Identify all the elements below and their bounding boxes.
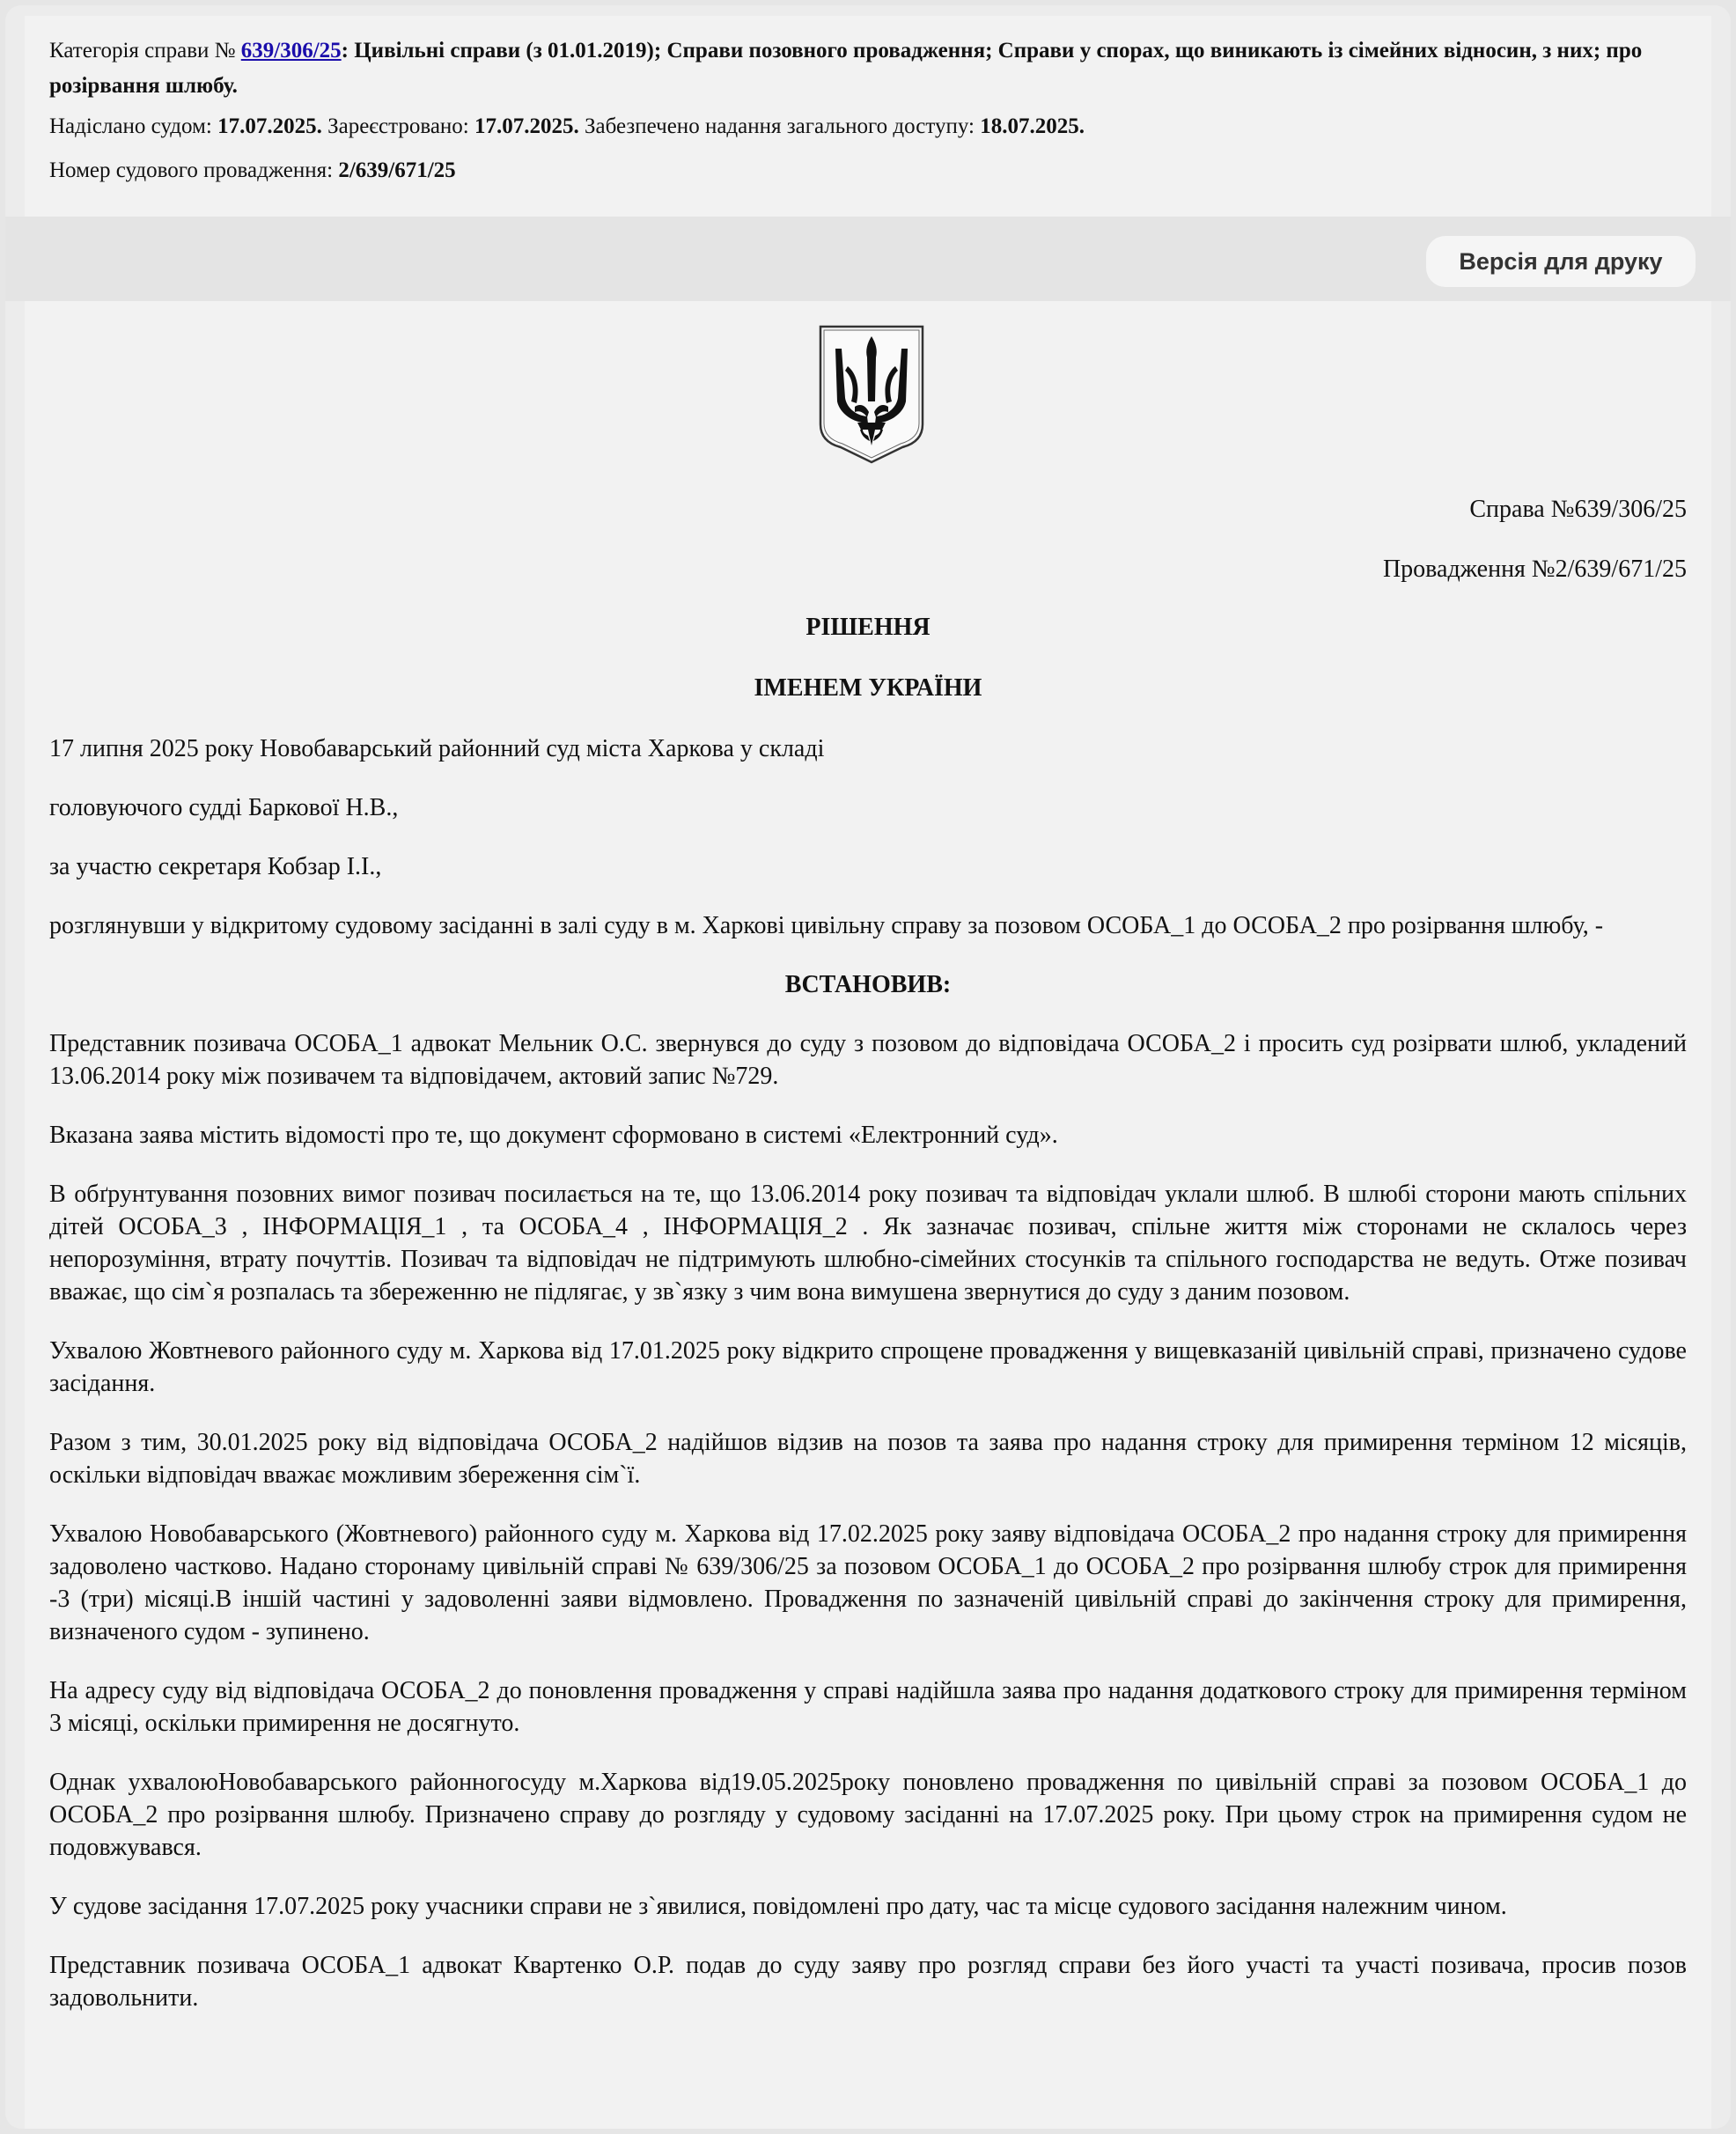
sent-label: Надіслано судом: bbox=[49, 114, 218, 138]
decision-paragraph: У судове засідання 17.07.2025 року учасники справи не з`явилися, повідомлені про дату, час та місце судового засідання належним чином. bbox=[49, 1893, 1507, 1920]
sent-date: 17.07.2025. bbox=[217, 114, 322, 138]
ukraine-trident-emblem-icon bbox=[818, 324, 925, 465]
decision-paragraph: Ухвалою Новобаварського (Жовтневого) районного суду м. Харкова від 17.02.2025 року заяву відповідача ОСОБА_2 про надання строку для примирення задоволено частково. Надано сторонаму цивільній справі № 639/306/25 за позовом ОСОБА_1 до ОСОБА_2 про розірвання шлюбу строк для примирення -3 (три) місяці.В іншій частині у задоволенні заяви відмовлено. Провадження по зазначеній цивільній справі до закінчення строку для примирення, визначеного судом - зупинено. bbox=[49, 1520, 1687, 1645]
document-body bbox=[25, 301, 1711, 2129]
page-frame bbox=[5, 5, 1731, 2129]
decision-title: РІШЕННЯ bbox=[805, 614, 931, 641]
decision-paragraph: В обґрунтування позовних вимог позивач посилається на те, що 13.06.2014 року позивач та відповідач уклали шлюб. В шлюбі сторони мають спільних дітей ОСОБА_3 , ІНФОРМАЦІЯ_1 , та ОСОБА_4 , ІНФОРМАЦІЯ_2 . Як зазначає позивач, спільне життя між сторонами не склалось через непорозуміння, втрату почуттів. Позивач та відповідач не підтримують шлюбно-сімейних стосунків та спільного господарства не ведуть. Отже позивач вважає, що сім`я розпалась та збереженню не підлягає, у зв`язку з чим вона вимушена звернутися до суду з даним позовом. bbox=[49, 1181, 1687, 1306]
decision-paragraph: Ухвалою Жовтневого районного суду м. Харкова від 17.01.2025 року відкрито спрощене провадження у вищевказаній цивільній справі, призначено судове засідання. bbox=[49, 1337, 1687, 1397]
decision-paragraph: Разом з тим, 30.01.2025 року від відповідача ОСОБА_2 надійшов відзив на позов та заява про надання строку для примирення терміном 12 місяців, оскільки відповідач вважає можливим збереження сім`ї. bbox=[49, 1429, 1687, 1489]
proceeding-number: 2/639/671/25 bbox=[338, 158, 456, 182]
category-text: : Цивільні справи (з 01.01.2019); Справи позовного провадження; Справи у спорах, що виникають із сімейних відносин, з них; про розірвання шлюбу. bbox=[49, 39, 1643, 98]
intro-line: за участю секретаря Кобзар І.І., bbox=[49, 853, 382, 880]
registered-date: 17.07.2025. bbox=[474, 114, 579, 138]
public-access-date: 18.07.2025. bbox=[980, 114, 1085, 138]
proceeding-number-line bbox=[49, 153, 1690, 188]
decision-text bbox=[49, 611, 1687, 2041]
case-number-link[interactable]: 639/306/25 bbox=[240, 39, 342, 63]
decision-paragraph: Представник позивача ОСОБА_1 адвокат Квартенко О.Р. подав до суду заяву про розгляд справи без його участі та участі позивача, просив позов задовольнити. bbox=[49, 1952, 1687, 2012]
case-dates-line bbox=[49, 109, 1690, 144]
public-access-label: Забезпечено надання загального доступу: bbox=[578, 114, 981, 138]
established-heading: ВСТАНОВИВ: bbox=[784, 971, 952, 998]
decision-subtitle: ІМЕНЕМ УКРАЇНИ bbox=[754, 674, 982, 702]
category-label: Категорія справи № bbox=[49, 39, 241, 63]
intro-line: 17 липня 2025 року Новобаварський районний суд міста Харкова у складі bbox=[49, 735, 825, 762]
decision-paragraph: Вказана заява містить відомості про те, що документ сформовано в системі «Електронний суд». bbox=[49, 1122, 1058, 1149]
print-version-button[interactable]: Версія для друку bbox=[1426, 236, 1696, 287]
registered-label: Зареєстровано: bbox=[321, 114, 474, 138]
case-number: Справа №639/306/25 bbox=[1469, 496, 1687, 523]
intro-line: розглянувши у відкритому судовому засіданні в залі суду в м. Харкові цивільну справу за позовом ОСОБА_1 до ОСОБА_2 про розірвання шлюбу, - bbox=[49, 912, 1604, 939]
proceeding-label: Номер судового провадження: bbox=[49, 158, 339, 182]
decision-paragraph: На адресу суду від відповідача ОСОБА_2 до поновлення провадження у справі надійшла заява про надання додаткового строку для примирення терміном 3 місяці, оскільки примирення не досягнуто. bbox=[49, 1677, 1687, 1737]
decision-paragraph: Однак ухвалоюНовобаварського районногосуду м.Харкова від19.05.2025року поновлено провадження по цивільній справі за позовом ОСОБА_1 до ОСОБА_2 про розірвання шлюбу. Призначено справу до розгляду у судовому засіданні на 17.07.2025 року. При цьому строк на примирення судом не подовжувався. bbox=[49, 1769, 1687, 1861]
case-category-line bbox=[49, 33, 1690, 104]
print-toolbar bbox=[5, 217, 1731, 301]
case-meta-panel bbox=[25, 16, 1711, 217]
decision-paragraph: Представник позивача ОСОБА_1 адвокат Мельник О.С. звернувся до суду з позовом до відповідача ОСОБА_2 і просить суд розірвати шлюб, укладений 13.06.2014 року між позивачем та відповідачем, актовий запис №729. bbox=[49, 1030, 1687, 1090]
intro-line: головуючого судді Баркової Н.В., bbox=[49, 794, 399, 821]
proceeding-number-right: Провадження №2/639/671/25 bbox=[1382, 556, 1687, 583]
